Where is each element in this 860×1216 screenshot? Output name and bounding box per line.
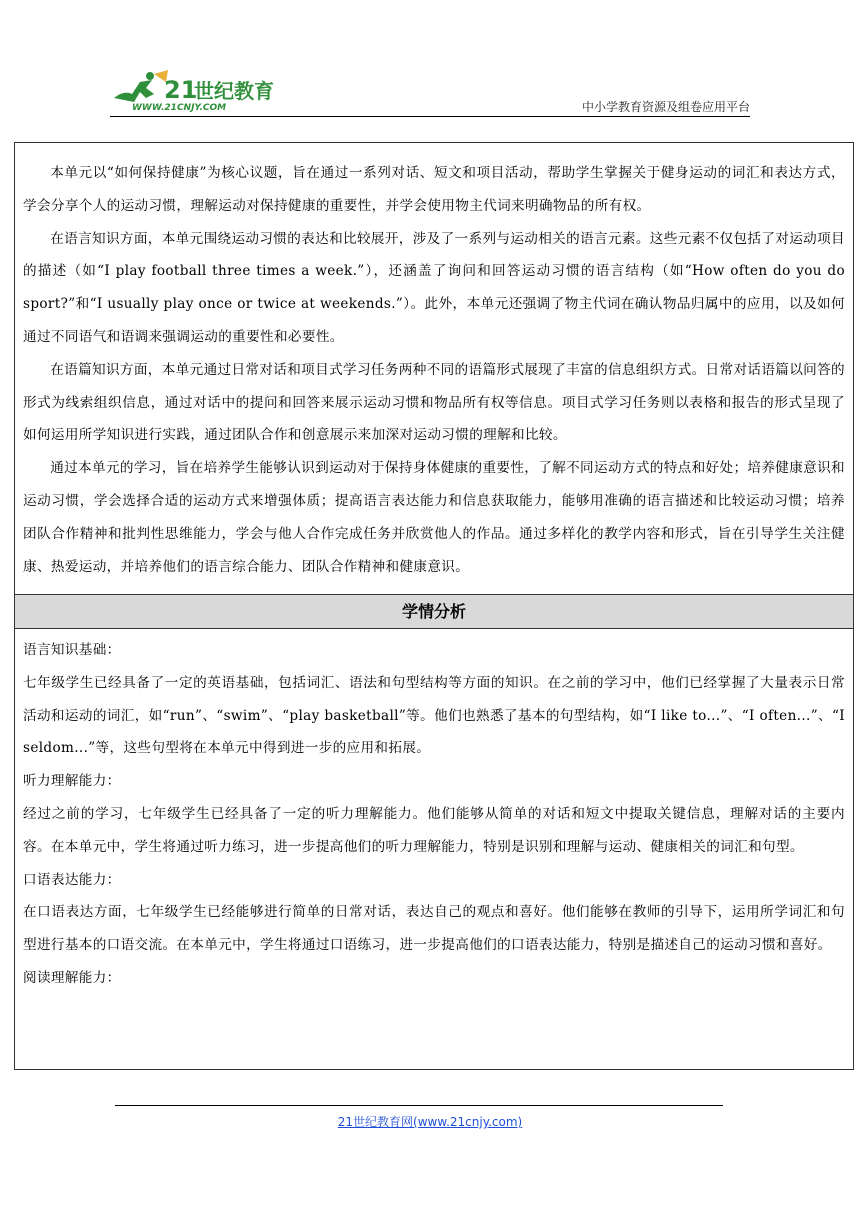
overview-paragraph: 在语篇知识方面，本单元通过日常对话和项目式学习任务两种不同的语篇形式展现了丰富的信息组织方式。日常对话语篇以问答的形式为线索组织信息，通过对话中的提问和回答来展示运动习惯和物品所有权等信息。项目式学习任务则以表格和报告的形式呈现了如何运用所学知识进行实践，通过团队合作和创意展示来加深对运动习惯的理解和比较。 [23, 361, 845, 444]
svg-text:21: 21 [164, 76, 198, 104]
analysis-subheading: 听力理解能力： [23, 773, 121, 790]
analysis-subheading: 语言知识基础： [23, 642, 121, 658]
analysis-paragraph: 经过之前的学习，七年级学生已经具备了一定的听力理解能力。他们能够从简单的对话和短文中提取关键信息，理解对话的主要内容。在本单元中，学生将通过听力练习，进一步提高他们的听力理解能力，特别是识别和理解与运动、健康相关的词汇和句型。 [23, 805, 845, 855]
footer-divider [115, 1105, 723, 1106]
analysis-subheading: 口语表达能力： [23, 871, 121, 888]
footer-link[interactable]: 21世纪教育网(www.21cnjy.com) [337, 1115, 523, 1129]
student-analysis-cell [15, 629, 853, 1069]
analysis-subheading: 阅读理解能力： [23, 969, 121, 986]
page-header [110, 68, 750, 120]
svg-text:世纪教育: 世纪教育 [194, 79, 274, 103]
overview-paragraph: 在语言知识方面，本单元围绕运动习惯的表达和比较展开，涉及了一系列与运动相关的语言元素。这些元素不仅包括了对运动项目的描述（如“I play football three times a week.”），还涵盖了询问和回答运动习惯的语言结构（如“How often do you do sport?”和“I usually play once or twice at weekends.”）。此外，本单元还强调了物主代词在确认物品归属中的应用，以及如何通过不同语气和语调来强调运动的重要性和必要性。 [23, 230, 845, 345]
logo-icon [110, 68, 290, 114]
unit-overview-cell [15, 143, 853, 595]
overview-paragraph: 本单元以“如何保持健康”为核心议题，旨在通过一系列对话、短文和项目活动，帮助学生掌握关于健身运动的词汇和表达方式，学会分享个人的运动习惯，理解运动对保持健康的重要性，并学会使用物主代词来明确物品的所有权。 [23, 165, 845, 214]
analysis-paragraph: 七年级学生已经具备了一定的英语基础，包括词汇、语法和句型结构等方面的知识。在之前的学习中，他们已经掌握了大量表示日常活动和运动的词汇，如“run”、“swim”、“play basketball”等。他们也熟悉了基本的句型结构，如“I like to...”、“I often...”、“I seldom...”等，这些句型将在本单元中得到进一步的应用和拓展。 [23, 674, 845, 757]
section-heading: 学情分析 [15, 595, 853, 629]
overview-paragraph: 通过本单元的学习，旨在培养学生能够认识到运动对于保持身体健康的重要性，了解不同运动方式的特点和好处；培养健康意识和运动习惯，学会选择合适的运动方式来增强体质；提高语言表达能力和信息获取能力，能够用准确的语言描述和比较运动习惯；培养团队合作精神和批判性思维能力，学会与他人合作完成任务并欣赏他人的作品。通过多样化的教学内容和形式，旨在引导学生关注健康、热爱运动，并培养他们的语言综合能力、团队合作精神和健康意识。 [23, 460, 845, 575]
platform-name: 中小学教育资源及组卷应用平台 [581, 100, 750, 114]
header-divider [110, 116, 750, 117]
analysis-paragraph: 在口语表达方面，七年级学生已经能够进行简单的日常对话，表达自己的观点和喜好。他们能够在教师的引导下，运用所学词汇和句型进行基本的口语交流。在本单元中，学生将通过口语练习，进一步提高他们的口语表达能力，特别是描述自己的运动习惯和喜好。 [23, 904, 845, 954]
svg-text:WWW.21CNJY.COM: WWW.21CNJY.COM [132, 103, 227, 113]
lesson-plan-table [14, 142, 854, 1070]
